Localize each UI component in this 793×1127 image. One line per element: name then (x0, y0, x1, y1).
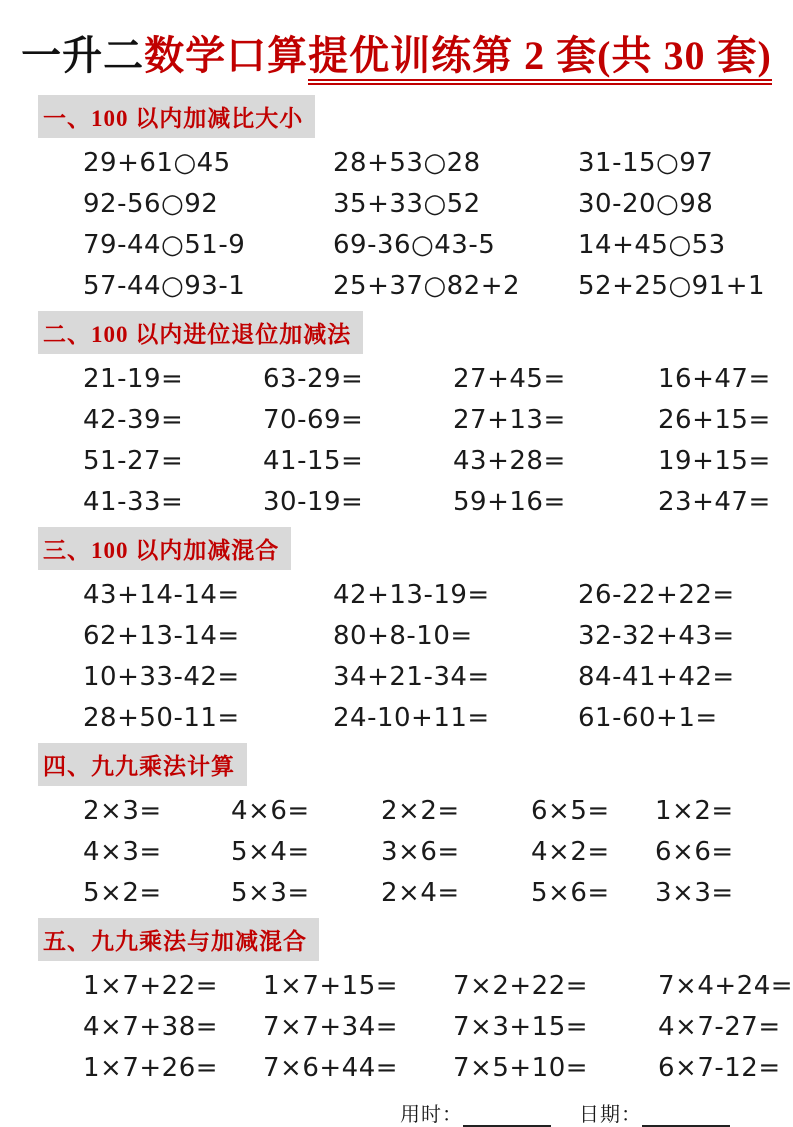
problem: 92-56○92 (83, 188, 219, 219)
problem: 5×2= (83, 877, 162, 908)
section-4-heading: 四、九九乘法计算 (38, 743, 247, 786)
section-1-heading-row (38, 95, 793, 138)
problem: 32-32+43= (578, 620, 735, 651)
date-blank-line (642, 1105, 730, 1127)
problem: 84-41+42= (578, 661, 735, 692)
title-set-part: 提优训练第 2 套(共 30 套) (308, 33, 772, 85)
section-1-problems (83, 142, 766, 306)
problem: 4×2= (531, 836, 610, 867)
section-2-heading-row (38, 311, 793, 354)
problem: 62+13-14= (83, 620, 240, 651)
problem: 35+33○52 (333, 188, 481, 219)
problem: 30-20○98 (578, 188, 714, 219)
problem: 6×5= (531, 795, 610, 826)
problem: 27+13= (453, 404, 566, 435)
problem: 34+21-34= (333, 661, 490, 692)
problem: 51-27= (83, 445, 184, 476)
problem: 7×6+44= (263, 1052, 399, 1083)
problem: 26+15= (658, 404, 771, 435)
problem: 7×3+15= (453, 1011, 589, 1042)
problem: 41-33= (83, 486, 184, 517)
problem: 5×4= (231, 836, 310, 867)
problem: 70-69= (263, 404, 364, 435)
problem: 2×4= (381, 877, 460, 908)
section-5-heading: 五、九九乘法与加减混合 (38, 918, 319, 961)
title-subject-part: 数学口算 (144, 33, 309, 78)
problem: 61-60+1= (578, 702, 718, 733)
problem: 4×7-27= (658, 1011, 781, 1042)
problem: 3×3= (655, 877, 734, 908)
problem: 43+14-14= (83, 579, 240, 610)
problem: 5×6= (531, 877, 610, 908)
problem: 4×7+38= (83, 1011, 219, 1042)
problem: 28+53○28 (333, 147, 481, 178)
section-2-problems (83, 358, 771, 522)
problem: 42+13-19= (333, 579, 490, 610)
problem: 4×3= (83, 836, 162, 867)
problem: 7×4+24= (658, 970, 793, 1001)
time-label: 用时： (400, 1104, 463, 1126)
problem: 7×7+34= (263, 1011, 399, 1042)
problem: 21-19= (83, 363, 184, 394)
problem: 27+45= (453, 363, 566, 394)
section-5-heading-row (38, 918, 793, 961)
problem: 28+50-11= (83, 702, 240, 733)
problem: 6×6= (655, 836, 734, 867)
problem: 43+28= (453, 445, 566, 476)
problem: 14+45○53 (578, 229, 726, 260)
problem: 80+8-10= (333, 620, 473, 651)
problem: 41-15= (263, 445, 364, 476)
problem: 42-39= (83, 404, 184, 435)
problem: 1×7+26= (83, 1052, 219, 1083)
problem: 4×6= (231, 795, 310, 826)
page-title (0, 24, 793, 81)
section-3-heading-row (38, 527, 793, 570)
problem: 69-36○43-5 (333, 229, 496, 260)
problem: 24-10+11= (333, 702, 490, 733)
section-4-heading-row (38, 743, 793, 786)
problem: 10+33-42= (83, 661, 240, 692)
section-5-problems (83, 965, 793, 1088)
problem: 1×2= (655, 795, 734, 826)
problem: 2×3= (83, 795, 162, 826)
section-3-heading: 三、100 以内加减混合 (38, 527, 291, 570)
problem: 79-44○51-9 (83, 229, 246, 260)
problem: 16+47= (658, 363, 771, 394)
time-blank-line (463, 1105, 551, 1127)
problem: 25+37○82+2 (333, 270, 521, 301)
problem: 23+47= (658, 486, 771, 517)
problem: 30-19= (263, 486, 364, 517)
problem: 59+16= (453, 486, 566, 517)
problem: 6×7-12= (658, 1052, 781, 1083)
date-label: 日期： (579, 1104, 642, 1126)
problem: 19+15= (658, 445, 771, 476)
problem: 29+61○45 (83, 147, 231, 178)
problem: 2×2= (381, 795, 460, 826)
problem: 26-22+22= (578, 579, 735, 610)
section-2-heading: 二、100 以内进位退位加减法 (38, 311, 363, 354)
problem: 31-15○97 (578, 147, 714, 178)
problem: 57-44○93-1 (83, 270, 246, 301)
problem: 5×3= (231, 877, 310, 908)
problem: 52+25○91+1 (578, 270, 766, 301)
problem: 63-29= (263, 363, 364, 394)
section-4-problems (83, 790, 733, 913)
footer (400, 1098, 793, 1127)
problem: 7×5+10= (453, 1052, 589, 1083)
problem: 3×6= (381, 836, 460, 867)
section-1-heading: 一、100 以内加减比大小 (38, 95, 315, 138)
title-grade-part: 一升二 (21, 33, 145, 78)
problem: 1×7+22= (83, 970, 219, 1001)
problem: 7×2+22= (453, 970, 589, 1001)
section-3-problems (83, 574, 733, 738)
problem: 1×7+15= (263, 970, 399, 1001)
